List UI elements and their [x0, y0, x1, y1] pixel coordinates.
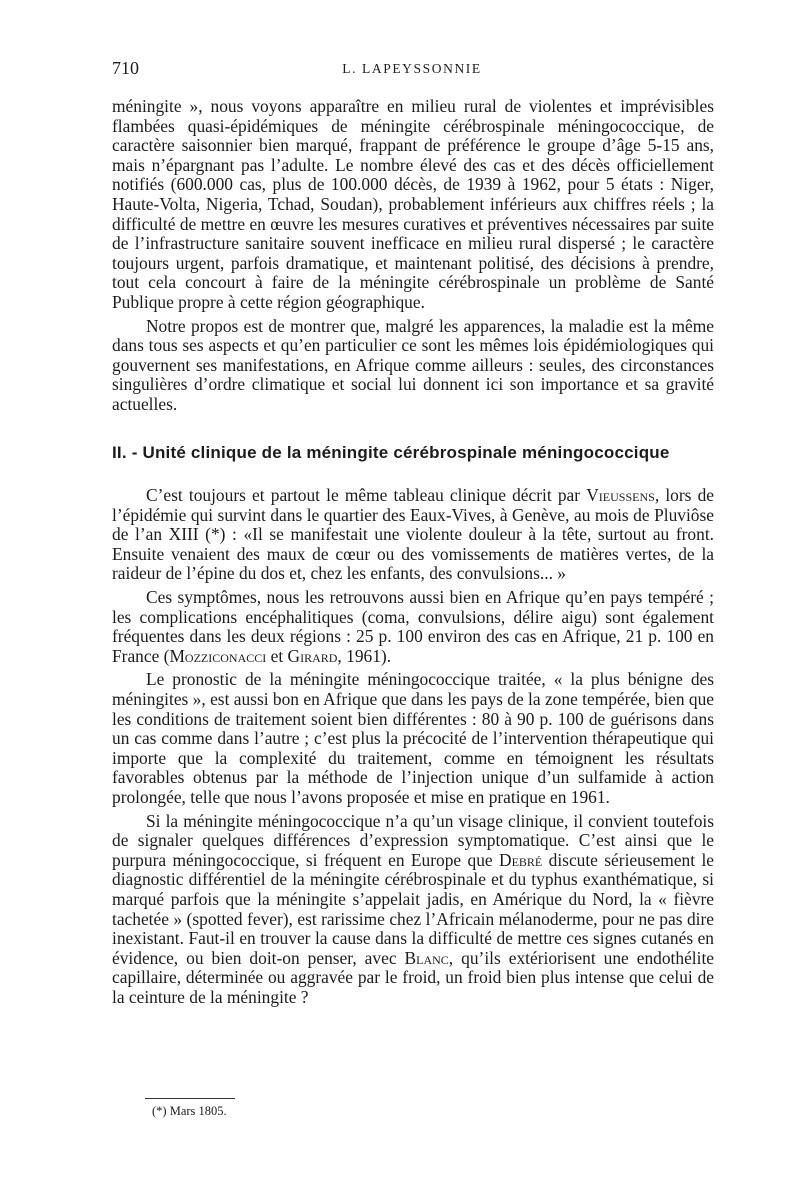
author-name-mozziconacci: Mozziconacci: [169, 645, 267, 666]
footnote-rule: [145, 1098, 235, 1099]
paragraph-3-text-a: C’est toujours et partout le même tableau clinique décrit par: [146, 485, 587, 506]
paragraph-3: [112, 486, 714, 584]
paragraph-4-text-b: , 1961).: [337, 645, 392, 666]
paragraph-4: [112, 588, 714, 666]
body-text: [112, 97, 714, 1012]
paragraph-6-text-a: Si la méningite méningococcique n’a qu’un visage clinique, il convient toutefois de signaler quelques différences d’expression symptomatique. C’est ainsi que le purpura méningococcique, si fréquent en Europe que: [112, 810, 714, 870]
paragraph-5: Le pronostic de la méningite méningococcique traitée, « la plus bénigne des méningites », est aussi bon en Afrique que dans les pays de la zone tempérée, bien que les conditions de traitement soient bien différentes : 80 à 90 p. 100 de guérisons dans un cas comme dans l’autre ; c’est plus la précocité de l’intervention thérapeutique qui importe que la complexité du traitement, comme en témoignent les résultats favorables obtenus par la méthode de l’injection unique d’un sulfamide à action prolongée, telle que nous l’avons proposée et mise en pratique en 1961.: [112, 669, 714, 807]
author-name-girard: Girard: [287, 645, 338, 666]
author-name-vieussens: Vieussens: [586, 485, 655, 506]
paragraph-3-text-b: , lors de l’épidémie qui survint dans le quartier des Eaux-Vives, à Genève, au mois de Pluviôse de l’an XIII (*) : «Il se manifestait une violente douleur à la tête, surtout au front. Ensuite venaient des maux de cœur ou des vomissements de matières vertes, de la raideur de l’épine du dos et, chez les enfants, des convulsions... »: [112, 485, 714, 584]
paragraph-4-text-a: Ces symptômes, nous les retrouvons aussi bien en Afrique qu’en pays tempéré ; les complications encéphalitiques (coma, convulsions, délire aigu) sont également fréquentes dans les deux régions : 25 p. 100 environ des cas en Afrique, 21 p. 100 en France (: [112, 587, 714, 666]
author-name-debre: Debré: [499, 849, 543, 870]
author-name-blanc: Blanc: [404, 947, 449, 968]
paragraph-6: [112, 812, 714, 1008]
running-head: L. LAPEYSSONNIE: [342, 61, 482, 76]
section-heading: II. - Unité clinique de la méningite cérébrospinale méningococcique: [112, 442, 670, 462]
footnote: (*) Mars 1805.: [152, 1104, 227, 1118]
page-header: [112, 58, 712, 82]
page-number: 710: [112, 58, 139, 78]
paragraph-6-text-c: , qu’ils extériorisent une endothélite capillaire, déterminée ou aggravée par le froid, un froid bien plus intense que celui de la ceinture de la méningite ?: [112, 947, 714, 1007]
paragraph-6-text-b: discute sérieusement le diagnostic différentiel de la méningite cérébrospinale et du typhus exanthématique, si marqué parfois que la méningite s’appelait jadis, en Amérique du Nord, la « fièvre tachetée » (spotted fever), est rarissime chez l’Africain mélanoderme, pour ne pas dire inexistant. Faut-il en trouver la cause dans la difficulté de mettre ces signes cutanés en évidence, ou bien doit-on penser, avec: [112, 849, 714, 968]
paragraph-2: Notre propos est de montrer que, malgré les apparences, la maladie est la même dans tous ses aspects et qu’en particulier ce sont les mêmes lois épidémiologiques qui gouvernent ses manifestations, en Afrique comme ailleurs : seules, des circonstances singulières d’ordre climatique et social lui donnent ici son importance et sa gravité actuelles.: [112, 315, 714, 414]
paragraph-1: méningite », nous voyons apparaître en milieu rural de violentes et imprévisibles flambées quasi-épidémiques de méningite cérébrospinale méningococcique, de caractère saisonnier bien marqué, frappant de préférence le groupe d’âge 5-15 ans, mais n’épargnant pas l’adulte. Le nombre élevé des cas et des décès officiellement notifiés (600.000 cas, plus de 100.000 décès, de 1939 à 1962, pour 5 états : Niger, Haute-Volta, Nigeria, Tchad, Soudan), probablement inférieurs aux chiffres réels ; la difficulté de mettre en œuvre les mesures curatives et préventives nécessaires par suite de l’infrastructure sanitaire souvent inefficace en milieu rural dispersé ; le caractère toujours urgent, parfois dramatique, et maintenant politisé, des décisions à prendre, tout cela concourt à faire de la méningite cérébrospinale un problème de Santé Publique propre à cette région géographique.: [112, 96, 714, 312]
paragraph-4-text-mid: et: [266, 645, 288, 666]
